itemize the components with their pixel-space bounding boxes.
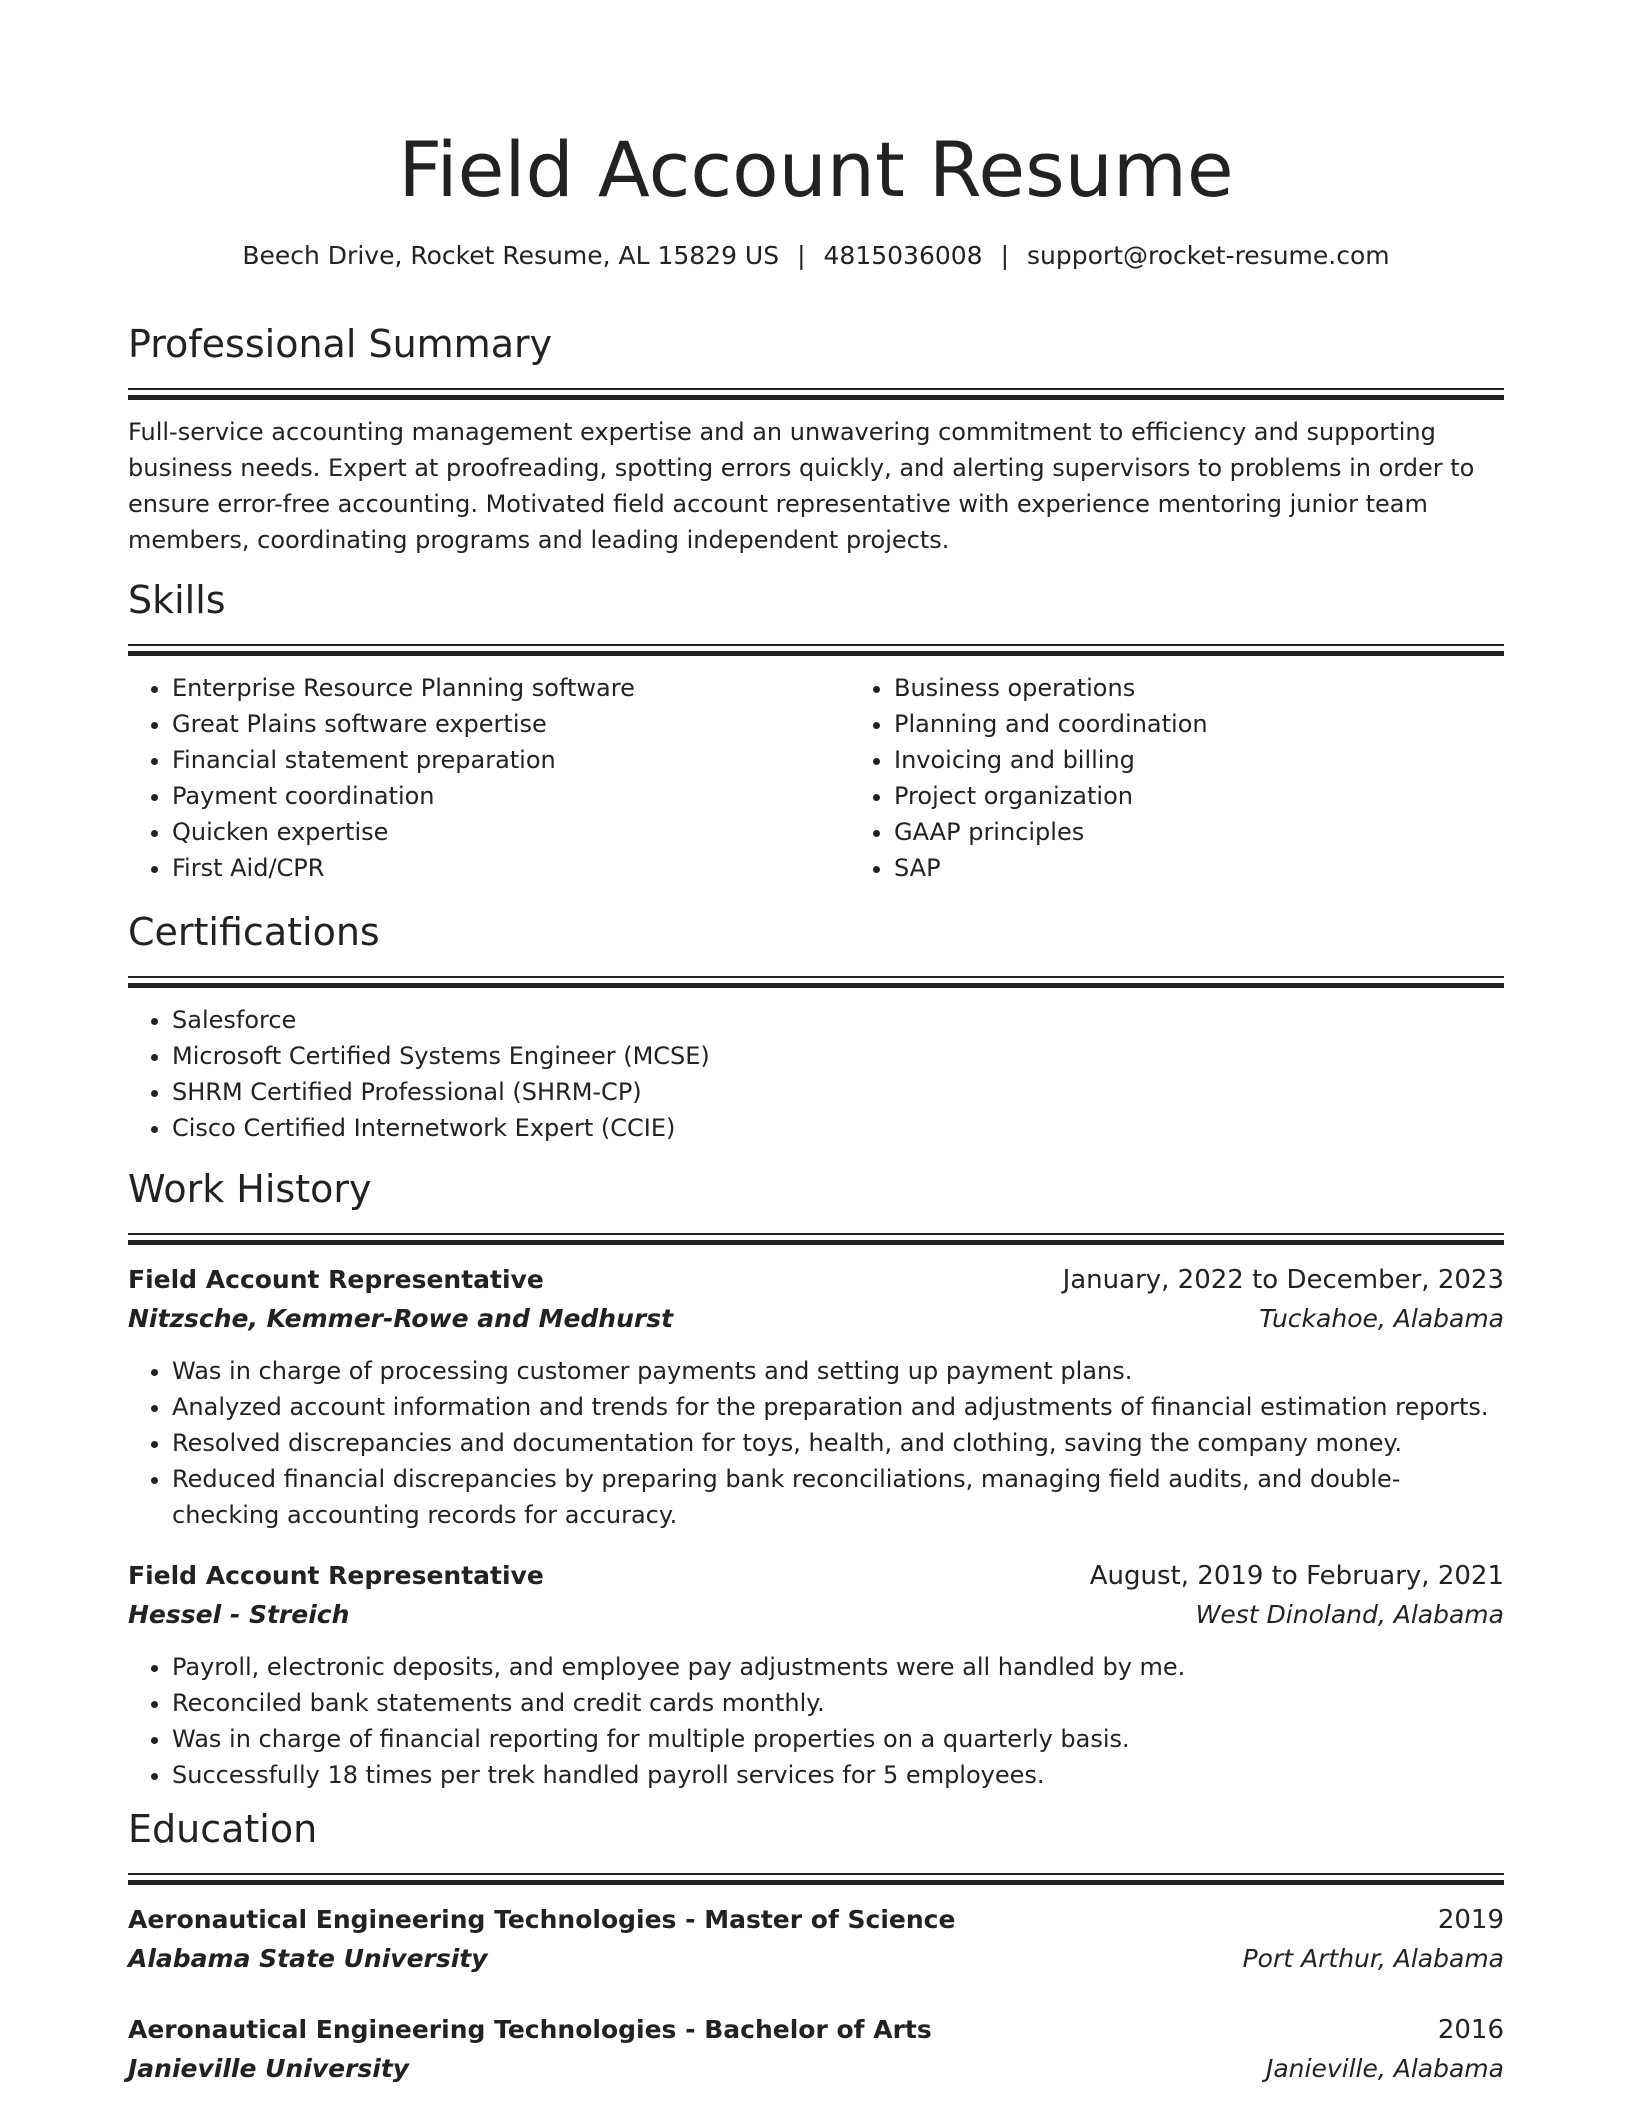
skill-item: • SAP	[894, 850, 1572, 886]
contact-email: support@rocket-resume.com	[1027, 241, 1390, 270]
contact-phone: 4815036008	[823, 241, 983, 270]
skill-item: • Financial statement preparation	[172, 742, 850, 778]
job-dates: January, 2022 to December, 2023	[1062, 1265, 1504, 1295]
skill-item: • GAAP principles	[894, 814, 1572, 850]
skills-list-right	[850, 670, 1572, 886]
education-location: Janieville, Alabama	[1265, 2054, 1504, 2083]
skill-item: • Great Plains software expertise	[172, 706, 850, 742]
section-title: Education	[128, 1807, 318, 1851]
job-location: Tuckahoe, Alabama	[1259, 1304, 1504, 1333]
job-dates: August, 2019 to February, 2021	[1089, 1561, 1504, 1591]
job-header	[128, 1261, 1504, 1299]
certification-item: • SHRM Certified Professional (SHRM-CP)	[172, 1074, 1504, 1110]
skills-columns	[128, 670, 1504, 886]
education-entry	[128, 1901, 1504, 1979]
skills-section	[128, 576, 1504, 886]
resume-name: Field Account Resume	[398, 125, 1234, 214]
education-year: 2016	[1437, 2015, 1504, 2045]
job-bullets	[128, 1353, 1504, 1533]
section-divider	[128, 1873, 1504, 1885]
skill-item: • First Aid/CPR	[172, 850, 850, 886]
job-entry	[128, 1261, 1504, 1533]
job-subheader	[128, 1595, 1504, 1635]
education-subheader	[128, 2049, 1504, 2089]
skill-item: • Enterprise Resource Planning software	[172, 670, 850, 706]
skill-item: • Quicken expertise	[172, 814, 850, 850]
education-entry	[128, 2011, 1504, 2089]
contact-separator: |	[1000, 241, 1010, 270]
skill-item: • Invoicing and billing	[894, 742, 1572, 778]
education-header	[128, 1901, 1504, 1939]
education-location: Port Arthur, Alabama	[1242, 1944, 1504, 1973]
job-entry	[128, 1557, 1504, 1793]
certifications-section	[128, 908, 1504, 1146]
education-school: Janieville University	[128, 2054, 410, 2083]
job-title: Field Account Representative	[128, 1265, 544, 1294]
certification-item: • Salesforce	[172, 1002, 1504, 1038]
certifications-list	[128, 1002, 1504, 1146]
work-history-section	[128, 1165, 1504, 1793]
section-divider	[128, 644, 1504, 656]
section-title: Work History	[128, 1167, 372, 1211]
contact-separator: |	[797, 241, 806, 270]
section-divider	[128, 388, 1504, 400]
education-school: Alabama State University	[128, 1944, 488, 1973]
job-bullet: • Analyzed account information and trends for the preparation and adjustments of financial estimation reports.	[172, 1389, 1504, 1425]
job-subheader	[128, 1299, 1504, 1339]
job-bullet: • Resolved discrepancies and documentation for toys, health, and clothing, saving the company money.	[172, 1425, 1504, 1461]
skill-item: • Planning and coordination	[894, 706, 1572, 742]
education-section	[128, 1805, 1504, 2089]
job-title: Field Account Representative	[128, 1561, 544, 1590]
job-bullet: • Reconciled bank statements and credit cards monthly.	[172, 1685, 1504, 1721]
job-header	[128, 1557, 1504, 1595]
job-bullet: • Was in charge of financial reporting for multiple properties on a quarterly basis.	[172, 1721, 1504, 1757]
job-company: Nitzsche, Kemmer-Rowe and Medhurst	[128, 1304, 674, 1333]
skill-item: • Project organization	[894, 778, 1572, 814]
section-title: Certifications	[128, 910, 380, 954]
contact-line	[128, 238, 1504, 274]
section-title: Skills	[128, 578, 226, 622]
job-bullet: • Payroll, electronic deposits, and employee pay adjustments were all handled by me.	[172, 1649, 1504, 1685]
section-title: Professional Summary	[128, 322, 553, 366]
education-subheader	[128, 1939, 1504, 1979]
job-location: West Dinoland, Alabama	[1195, 1600, 1504, 1629]
skills-list-left	[128, 670, 850, 886]
education-degree: Aeronautical Engineering Technologies - Master of Science	[128, 1905, 956, 1934]
education-year: 2019	[1437, 1905, 1504, 1935]
job-bullet: • Was in charge of processing customer payments and setting up payment plans.	[172, 1353, 1504, 1389]
skill-item: • Payment coordination	[172, 778, 850, 814]
job-bullets	[128, 1649, 1504, 1793]
job-bullet: • Reduced financial discrepancies by preparing bank reconciliations, managing field audits, and double-checking accounting records for accuracy.	[172, 1461, 1504, 1533]
section-divider	[128, 1233, 1504, 1245]
summary-text: Full-service accounting management expertise and an unwavering commitment to efficiency and supporting business needs. Expert at proofreading, spotting errors quickly, and alerting supervisors to problems in order to ensure error-free accounting. Motivated field account representative with experience mentoring junior team members, coordinating programs and leading independent projects.	[128, 418, 1475, 554]
job-company: Hessel - Streich	[128, 1600, 350, 1629]
certification-item: • Microsoft Certified Systems Engineer (MCSE)	[172, 1038, 1504, 1074]
education-degree: Aeronautical Engineering Technologies - Bachelor of Arts	[128, 2015, 932, 2044]
skill-item: • Business operations	[894, 670, 1572, 706]
job-bullet: • Successfully 18 times per trek handled payroll services for 5 employees.	[172, 1757, 1504, 1793]
summary-section	[128, 320, 1504, 558]
contact-address: Beech Drive, Rocket Resume, AL 15829 US	[242, 241, 780, 270]
education-header	[128, 2011, 1504, 2049]
certification-item: • Cisco Certified Internetwork Expert (CCIE)	[172, 1110, 1504, 1146]
section-divider	[128, 976, 1504, 988]
